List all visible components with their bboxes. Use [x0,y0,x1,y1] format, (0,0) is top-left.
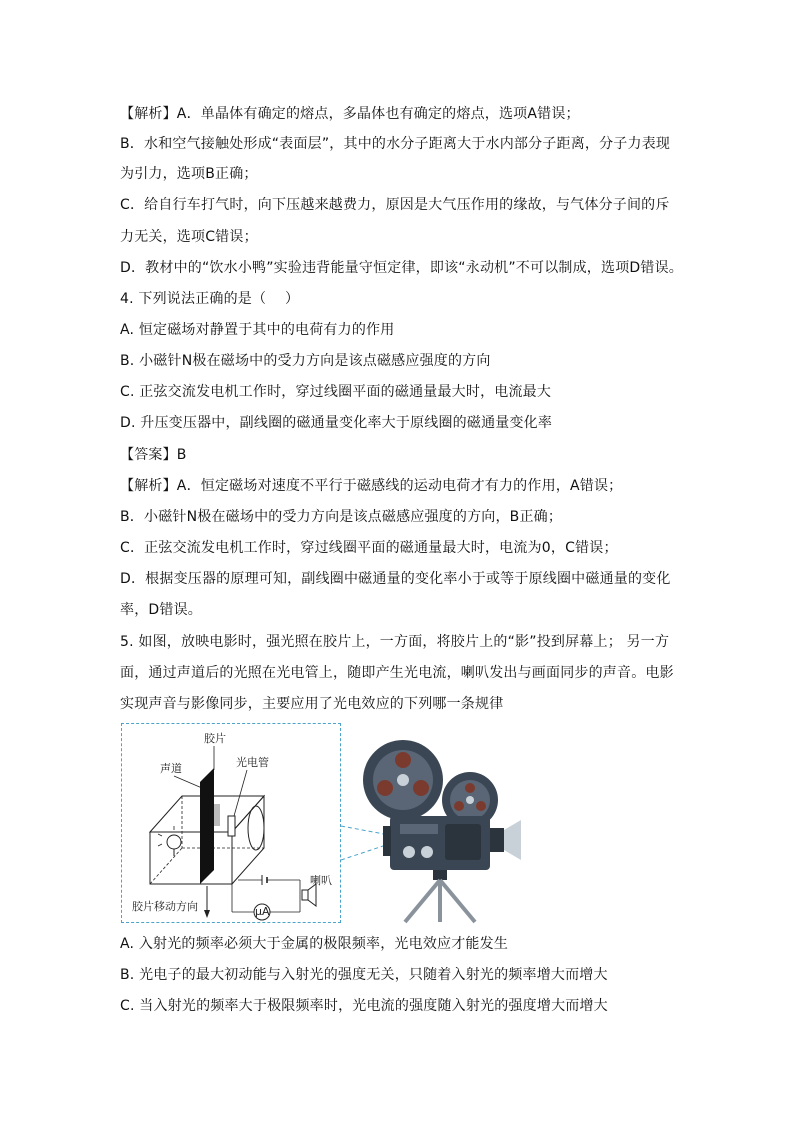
question-5-stem-2: 面，通过声道后的光照在光电管上，随即产生光电流，喇叭发出与画面同步的声音。电影 [120,665,674,681]
label-tube: 光电管 [236,756,269,769]
question-4-option-c: C. 正弦交流发电机工作时，穿过线圈平面的磁通量最大时，电流最大 [120,384,552,400]
analysis-line-b: B．小磁针N极在磁场中的受力方向是该点磁感应强度的方向，B正确； [120,509,563,525]
label-direction: 胶片移动方向 [132,900,198,913]
projector-schematic [121,723,341,923]
question-5-option-c: C. 当入射光的频率大于极限频率时，光电流的强度随入射光的强度增大而增大 [120,998,608,1014]
meter-label: μA [255,905,270,918]
question-4-option-d: D. 升压变压器中，副线圈的磁通量变化率大于原线圈的磁通量变化率 [120,415,553,431]
down-arrow-icon [204,910,210,918]
answer-line: 【答案】B [120,447,187,463]
text-line-4: C．给自行车打气时，向下压越来越费力，原因是大气压作用的缘故，与气体分子间的斥 [120,197,670,213]
question-4-option-b: B. 小磁针N极在磁场中的受力方向是该点磁感应强度的方向 [120,353,491,369]
text-line-2: B．水和空气接触处形成“表面层”，其中的水分子距离大于水内部分子距离，分子力表现 [120,136,671,152]
analysis-line-d: D．根据变压器的原理可知，副线圈中磁通量的变化率小于或等于原线圈中磁通量的变化 [120,571,671,587]
text-line-1: 【解析】A．单晶体有确定的熔点，多晶体也有确定的熔点，选项A错误； [120,106,580,122]
analysis-line-a: 【解析】A．恒定磁场对速度不平行于磁感线的运动电荷才有力的作用，A错误； [120,478,623,494]
label-speaker: 喇叭 [310,874,332,887]
question-5-option-a: A. 入射光的频率必须大于金属的极限频率，光电效应才能发生 [120,936,509,952]
analysis-line-d-cont: 率，D错误。 [120,602,202,618]
question-5-option-b: B. 光电子的最大初动能与入射光的强度无关，只随着入射光的频率增大而增大 [120,967,608,983]
question-5-stem-1: 5. 如图，放映电影时，强光照在胶片上，一方面，将胶片上的“影”投到屏幕上； 另一方 [120,634,670,650]
speaker-icon [302,884,316,906]
lamp-icon [158,826,181,856]
text-line-6: D．教材中的“饮水小鸭”实验违背能量守恒定律，即该“永动机”不可以制成，选项D错误。 [120,260,683,276]
movie-camera-illustration [345,730,525,925]
label-film: 胶片 [204,732,226,745]
question-5-stem-3: 实现声音与影像同步，主要应用了光电效应的下列哪一条规律 [120,696,504,712]
text-line-5: 力无关，选项C错误； [120,229,258,245]
question-4-option-a: A. 恒定磁场对静置于其中的电荷有力的作用 [120,322,395,338]
movie-camera-icon [345,730,525,925]
label-track: 声道 [160,762,182,775]
analysis-line-c: C．正弦交流发电机工作时，穿过线圈平面的磁通量最大时，电流为0，C错误； [120,540,618,556]
text-line-3: 为引力，选项B正确； [120,166,258,182]
phototube [228,816,235,836]
question-4-stem: 4. 下列说法正确的是（ ） [120,291,300,307]
